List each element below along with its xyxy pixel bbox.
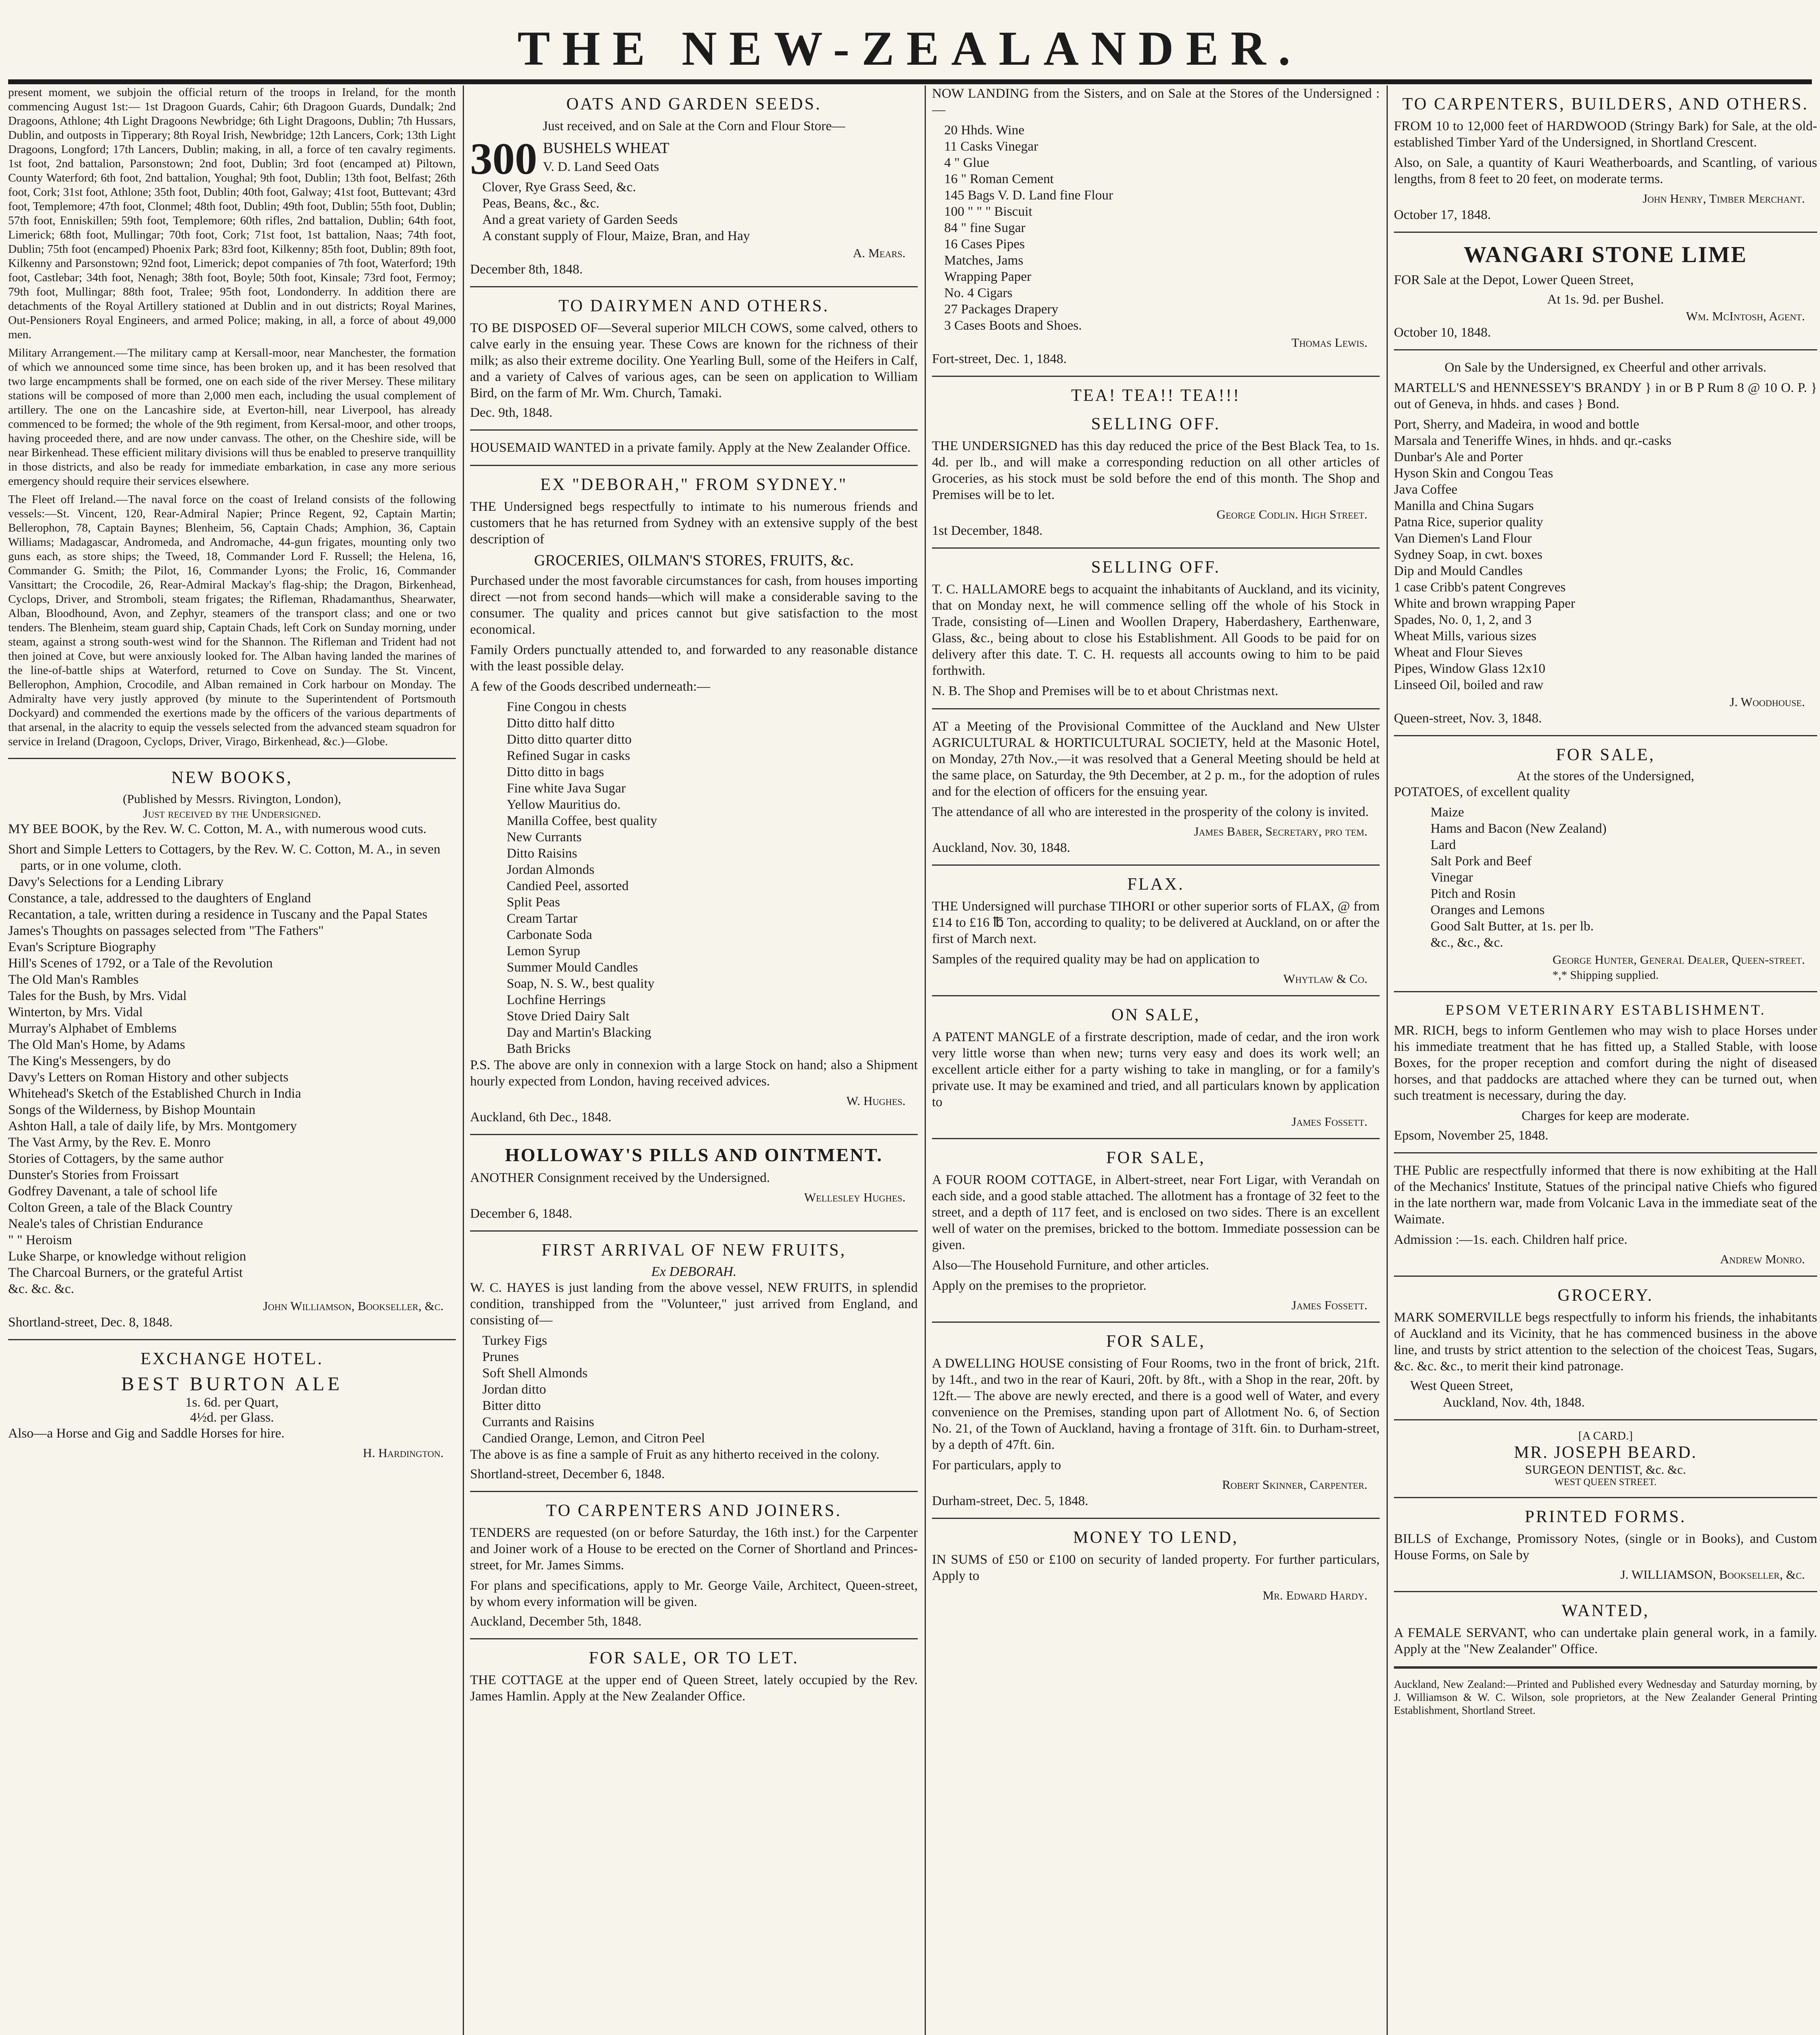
ad-housemaid: HOUSEMAID WANTED in a private family. Apply at the New Zealander Office. [470,440,911,455]
goods-list [470,699,918,1057]
list-item: Bath Bricks [507,1042,571,1056]
list-item: Manilla Coffee, best quality [507,814,657,828]
list-item: Colton Green, a tale of the Black Country [8,1200,233,1215]
list-item: Recantation, a tale, written during a residence in Tuscany and the Papal States [8,907,428,922]
ad-signature: John Williamson, Bookseller, &c. [263,1299,444,1313]
divider [1394,1666,1817,1669]
ad-heading: EPSOM VETERINARY ESTABLISHMENT. [1445,1002,1766,1018]
ad-heading: FOR SALE, [1556,746,1655,764]
list-item: No. 4 Cigars [944,286,1013,300]
ad-body: Apply on the premises to the proprietor. [932,1278,1146,1293]
list-item: New Currants [507,830,582,845]
ad-body: For particulars, apply to [932,1458,1061,1473]
ad-mechanics-institute [1394,1162,1817,1267]
ad-body: A few of the Goods described underneath:— [470,679,711,694]
list-item: The Old Man's Rambles [8,972,139,987]
list-item: Evan's Scripture Biography [8,940,156,954]
divider [1394,232,1817,233]
ad-body: A FEMALE SERVANT, who can undertake plain general work, in a family. Apply at the "New Zealander" Office. [1394,1626,1817,1656]
ad-date: Auckland, Nov. 4th, 1848. [1443,1395,1585,1410]
divider [470,429,918,431]
ad-body: Charges for keep are moderate. [1521,1109,1690,1123]
ad-signature: Wm. McIntosh, Agent. [1686,309,1805,323]
ad-heading: WANGARI STONE LIME [1463,242,1748,267]
ad-heading: FOR SALE, [1106,1149,1205,1167]
divider [470,1491,918,1492]
ad-signature: Wellesley Hughes. [804,1190,906,1204]
news-troops: present moment, we subjoin the official return of the troops in Ireland, for the month commencing August 1st:— 1st Dragoon Guards, Cahir; 6th Dragoon Guards, Dundalk; 2nd Dragoons, Athlone; 4th Light Dragoons Newbridge; 6th Light Dragoons, Dublin; 7th Hussars, Dublin, and outposts in Tipperary; 8th Royal Irish, Newbridge; 12th Lancers, Cork; 13th Light Dragoons, Longford; 17th Lancers, Dublin; making, in all, a force of ten cavalry regiments. 1st foot, 2nd battalion, Parsonstown; 2nd foot, Dublin; 3rd foot (encamped at) Piltown, County Waterford; 6th foot, 2nd battalion, Youghal; 9th foot, Dublin; 13th foot, Belfast; 26th foot, Cork; 31st foot, Athlone; 35th foot, Dublin; 40th foot, Galway; 41st foot, Buttevant; 43rd foot, Templemore; 47th foot, Clonmel; 48th foot, Dublin; 49th foot, Dublin; 55th foot, Dublin; 57th foot, Enniskillen; 59th foot, Templemore; 60th rifles, 2nd battalion, Dublin; 64th foot, Limerick; 68th foot, Mullingar; 70th foot, Cork; 71st foot, 1st battalion, Naas; 74th foot, Dublin; 75th foot (encamped) Phoenix Park; 83rd foot, Kilkenny; 85th foot, Dublin; 89th foot, Kilkenny and Parsonstown; 92nd foot, Limerick; depot companies of 7th foot, Waterford; 19th foot, Castlebar; 34th foot, Nenagh; 38th foot, Boyle; 50th foot, Kinsale; 73rd foot, Fermoy; 79th foot, Mullingar; 88th foot, Tralee; 95th foot, Londonderry. In addition there are detachments of the Royal Artillery stationed at Dublin and in out districts; Royal Marines, Out-Pensioners Royal Engineers, and armed Police; making, in all, a force of about 49,000 men. [8,86,456,341]
list-item: Port, Sherry, and Madeira, in wood and bottle [1394,417,1639,432]
ad-new-books [8,768,456,1330]
column-1 [8,85,456,2035]
divider [8,1339,456,1340]
list-item: Carbonate Soda [507,928,592,942]
divider [470,1638,918,1639]
goods-list [470,179,918,244]
ad-heading: MONEY TO LEND, [1073,1528,1239,1547]
list-item: 16 Cases Pipes [944,237,1025,252]
column-rule-2 [925,85,926,2035]
list-item: Jordan ditto [482,1382,546,1397]
divider [1394,1591,1817,1592]
list-item: Manilla and China Sugars [1394,499,1534,513]
list-item: The Old Man's Home, by Adams [8,1037,185,1052]
list-item: Pitch and Rosin [1431,886,1516,901]
ad-signature: George Codlin. High Street. [1216,507,1367,521]
ad-address: WEST QUEEN STREET. [1554,1477,1657,1488]
list-item: Songs of the Wilderness, by Bishop Mountain [8,1103,256,1117]
ad-tea [932,386,1380,538]
ad-heading: HOLLOWAY'S PILLS AND OINTMENT. [505,1144,883,1165]
list-item: Day and Martin's Blacking [507,1025,652,1040]
list-item: Ashton Hall, a tale of daily life, by Mrs. Montgomery [8,1119,297,1133]
ad-seeds [470,94,918,277]
list-item: Sydney Soap, in cwt. boxes [1394,547,1542,562]
ad-dwelling-house [932,1332,1380,1509]
list-item: Hyson Skin and Congou Teas [1394,466,1553,481]
ad-flax [932,875,1380,986]
ad-body: At the stores of the Undersigned, [1516,769,1695,783]
divider [470,1134,918,1135]
ad-body: THE Undersigned will purchase TIHORI or other superior sorts of FLAX, @ from £14 to £16 ℔ Ton, according to quality; to be delivered at Auckland, on or after the first of March next. [932,899,1380,946]
list-item: A constant supply of Flour, Maize, Bran, and Hay [482,229,750,243]
ad-heading: EX "DEBORAH," FROM SYDNEY." [540,475,848,494]
list-item: 84 " fine Sugar [944,221,1026,235]
list-item: Bitter ditto [482,1398,541,1413]
ad-signature: James Fossett. [1291,1298,1367,1312]
divider [470,465,918,466]
list-item: Good Salt Butter, at 1s. per lb. [1431,919,1594,934]
ad-date: Auckland, December 5th, 1848. [470,1614,642,1629]
ad-card-label: [A CARD.] [1578,1429,1633,1442]
ad-mangle [932,1005,1380,1129]
ad-body: THE COTTAGE at the upper end of Queen Street, lately occupied by the Rev. James Hamlin. Apply at the New Zealander Office. [470,1673,918,1704]
ad-new-fruits [470,1241,918,1482]
divider [470,286,918,287]
ad-heading: FOR SALE, OR TO LET. [588,1649,799,1667]
column-rule-1 [463,85,464,2035]
list-item: Cream Tartar [507,911,578,926]
divider [932,1138,1380,1139]
list-item: Fine Congou in chests [507,700,627,714]
list-item: Linseed Oil, boiled and raw [1394,678,1544,692]
ad-grocery [1394,1286,1817,1410]
list-item: Currants and Raisins [482,1415,594,1429]
list-item: Ditto ditto quarter ditto [507,732,632,747]
ad-signature: J. WILLIAMSON, Bookseller, &c. [1620,1567,1805,1582]
ad-money-to-lend [932,1528,1380,1603]
ad-body: POTATOES, of excellent quality [1394,785,1571,799]
ad-body: 1s. 6d. per Quart, [185,1395,279,1410]
ad-signature: John Henry, Timber Merchant. [1642,191,1805,206]
ad-body: A DWELLING HOUSE consisting of Four Rooms, two in the front of brick, 21ft. by 14ft., and two in the rear of Kauri, 20ft. by 8ft., with a Shop in the rear, 20ft. by 12ft.— The above are newly erected, and there is a good well of Water, and every convenience on the Premises, standing upon part of Allotment No. 6, of Section No. 21, of the Town of Auckland, having a frontage of 31ft. 6in. to Durham-street, by a depth of 47ft. 6in. [932,1356,1380,1452]
list-item: Wrapping Paper [944,269,1032,284]
ad-heading: FLAX. [1127,875,1185,894]
ad-body: P.S. The above are only in connexion with a large Stock on hand; also a Shipment hourly expected from London, having received advices. [470,1058,918,1089]
ad-body: BUSHELS WHEAT [543,140,669,157]
list-item: Java Coffee [1394,482,1458,497]
ad-body: The above is as fine a sample of Fruit as any hitherto received in the colony. [470,1447,879,1462]
ad-body: T. C. HALLAMORE begs to acquaint the inhabitants of Auckland, and its vicinity, that on Monday next, he will commence selling off the whole of his Stock in Trade, consisting of—Linen and Woollen Drapery, Haberdashery, Earthenware, Glass, &c., being about to close his Establishment. All Goods to be paid for on delivery after this date. T. C. H. requests all accounts owing to him to be paid forthwith. [932,582,1380,678]
ad-address: West Queen Street, [1410,1379,1514,1393]
list-item: 3 Cases Boots and Shoes. [944,318,1082,333]
list-item: Whitehead's Sketch of the Established Church in India [8,1086,301,1101]
ad-body: FOR Sale at the Depot, Lower Queen Street, [1394,273,1634,287]
list-item: Dunbar's Ale and Porter [1394,450,1523,464]
ad-date: Epsom, November 25, 1848. [1394,1128,1549,1143]
ad-selling-off [932,558,1380,699]
ad-signature: James Baber, Secretary, pro tem. [1194,824,1367,838]
ad-body: Also—a Horse and Gig and Saddle Horses for hire. [8,1426,285,1441]
divider [1394,1497,1817,1498]
ad-body: Also, on Sale, a quantity of Kauri Weatherboards, and Scantling, of various lengths, from 8 feet to 20 feet, on moderate terms. [1394,155,1817,186]
ad-body: A FOUR ROOM COTTAGE, in Albert-street, near Fort Ligar, with Verandah on each side, and a good stable attached. The allotment has a frontage of 32 feet to the street, and a depth of 117 feet, and is enclosed on two sides. There is an excellent well of water on the premises, bricked to the bottom. Immediate possession can be given. [932,1173,1380,1252]
divider [932,864,1380,866]
list-item: 145 Bags V. D. Land fine Flour [944,188,1113,203]
ad-body: AT a Meeting of the Provisional Committee of the Auckland and New Ulster AGRICULTURAL & HORTICULTURAL SOCIETY, held at the Masonic Hotel, on Monday, 27th Nov.,—it was resolved that a General Meeting should be held at the same place, on Saturday, the 9th December, at 2 p. m., for the adoption of rules and for the election of officers for the ensuing year. [932,719,1380,799]
ad-body: On Sale by the Undersigned, ex Cheerful and other arrivals. [1444,360,1767,375]
ad-body: Purchased under the most favorable circumstances for cash, from houses importing direct —not from second hands—which will make a considerable saving to the consumer. The quality and prices cannot but give satisfaction to the most economical. [470,573,918,637]
ad-heading: TO CARPENTERS, BUILDERS, AND OTHERS. [1402,95,1809,114]
ad-date: December 8th, 1848. [470,262,583,277]
column-4 [1394,85,1817,2035]
ad-signature: Robert Skinner, Carpenter. [1222,1477,1367,1492]
list-item: Prunes [482,1350,519,1364]
ad-date: Shortland-street, Dec. 8, 1848. [8,1315,173,1330]
divider [932,1322,1380,1323]
divider [1394,1276,1817,1277]
list-item: Davy's Letters on Roman History and other subjects [8,1070,289,1085]
goods-list [932,122,1380,334]
divider [932,995,1380,996]
list-item: Matches, Jams [944,253,1024,268]
ad-subheading: Ex DEBORAH. [651,1264,737,1279]
ad-date: December 6, 1848. [470,1206,573,1221]
ad-builders [1394,94,1817,223]
list-item: Candied Orange, Lemon, and Citron Peel [482,1431,705,1446]
ad-joiners [470,1501,918,1629]
list-item: Murray's Alphabet of Emblems [8,1021,177,1036]
list-item: Stove Dried Dairy Salt [507,1009,630,1024]
ad-heading: FIRST ARRIVAL OF NEW FRUITS, [541,1241,847,1260]
list-item: Wheat Mills, various sizes [1394,629,1537,643]
ad-body: MARTELL'S and HENNESSEY'S BRANDY } in or B P Rum 8 @ 10 O. P. } out of Geneva, in hhds. and cases } Bond. [1394,381,1817,411]
list-item: Oranges and Lemons [1431,903,1545,917]
news-fleet: The Fleet off Ireland.—The naval force on the coast of Ireland consists of the following vessels:—St. Vincent, 120, Rear-Admiral Napier; Prince Regent, 92, Captain Martin; Bellerophon, 78, Captain Baynes; Blenheim, 56, Captain Chads; Amphion, 36, Captain Williams; Madagascar, Andromeda, and Andromache, 44-gun frigates, mounting only two guns each, as store ships; the Tweed, 18, Commander Lord F. Russell; the Helena, 16, Commander G. Smith; the Pilot, 16, Commander Lyons; the Frolic, 16, Commander Vansittart; the Crocodile, 26, Rear-Admiral Mackay's flag-ship; the Dragon, Birkenhead, Cyclops, Driver, and Stromboli, steam frigates; the Rifleman, Rhadamanthus, Shearwater, Alban, Bloodhound, Avon, and Zephyr, steamers of the transport class; and one or two tenders. The Blenheim, steam guard ship, Captain Chads, left Cork on Sunday morning, under steam, against a strong south-west wind for the Shannon. The Rifleman and Trident had not then joined at Cove, but were anxiously looked for. The Alban having landed the marines of the line-of-battle ships at Waterford, returned to Cove on Sunday. The St. Vincent, Bellerophon, Amphion, Crocodile, and Alban remained in Cork harbour on Monday. The Admiralty have very justly approved (by minute to the Superintendent of Portsmouth Dockyard) and commended the exertions made by the officers of the various departments of that arsenal, in the alacrity to equip the vessels selected from the advanced steam squadron for service in Ireland (Dragoon, Cyclops, Driver, Virago, Birkenhead, &c.)—Globe. [8,493,456,748]
list-item: Luke Sharpe, or knowledge without religion [8,1249,246,1264]
list-item: 11 Casks Vinegar [944,139,1038,154]
list-item: Hams and Bacon (New Zealand) [1431,821,1607,836]
ad-body: ANOTHER Consignment received by the Undersigned. [470,1171,770,1185]
divider [1394,735,1817,736]
ad-heading: OATS AND GARDEN SEEDS. [566,95,822,114]
ad-signature: J. Woodhouse. [1729,695,1805,709]
divider [1394,349,1817,350]
ad-body: BILLS of Exchange, Promissory Notes, (single or in Books), and Custom House Forms, on Sale by [1394,1532,1817,1562]
ad-signature: H. Hardington. [363,1446,444,1460]
divider [1394,991,1817,992]
list-item: Soft Shell Almonds [482,1366,588,1381]
divider [932,547,1380,549]
ad-body: 4½d. per Glass. [190,1410,274,1425]
ad-body: W. C. HAYES is just landing from the above vessel, NEW FRUITS, in splendid condition, transhipped from the "Volunteer," just arrived from England, and consisting of— [470,1280,918,1328]
ad-dentist-card [1394,1429,1817,1488]
ad-body: MR. RICH, begs to inform Gentlemen who may wish to place Horses under his immediate treatment that he has fitted up, a Stalled Stable, with loose Boxes, for the proper reception and comfort during the night of diseased horses, and that paddocks are attached where they can be turned out, when such treatment is necessary, during the day. [1394,1023,1817,1103]
divider [1394,1419,1817,1420]
list-item: Maize [1431,805,1464,820]
list-item: 16 " Roman Cement [944,172,1054,186]
divider [932,1518,1380,1519]
ad-heading: NEW BOOKS, [171,768,293,787]
list-item: Marsala and Teneriffe Wines, in hhds. and qr.-casks [1394,433,1671,448]
ad-now-landing [932,85,1380,367]
ad-date: October 10, 1848. [1394,325,1491,340]
ad-body: V. D. Land Seed Oats [543,160,659,174]
divider [932,376,1380,377]
ad-body: THE Public are respectfully informed that there is now exhibiting at the Hall of the Mechanics' Institute, Statues of the principal native Chiefs who figured in the late northern war, made from Volcanic Lava in the immediate seat of the Waimate. [1394,1163,1817,1227]
ad-subheading: GROCERIES, OILMAN'S STORES, FRUITS, &c. [534,552,854,569]
ad-potatoes [1394,745,1817,982]
list-item: 4 " Glue [944,155,989,170]
ad-body: MARK SOMERVILLE begs respectfully to inform his friends, the inhabitants of Auckland and its Vicinity, that he has commenced business in the above line, and trusts by strict attention to the selection of the choicest Teas, Sugars, &c. &c. &c., to merit their kind patronage. [1394,1310,1817,1374]
ad-body: FROM 10 to 12,000 feet of HARDWOOD (Stringy Bark) for Sale, at the old-established Timber Yard of the Undersigned, in Shortland Crescent. [1394,119,1817,150]
list-item: Hill's Scenes of 1792, or a Tale of the Revolution [8,956,273,971]
ad-dairymen [470,296,918,420]
ad-body: Also—The Household Furniture, and other articles. [932,1258,1209,1273]
ad-body: NOW LANDING from the Sisters, and on Sale at the Stores of the Undersigned :— [932,86,1380,117]
ad-signature: Whytlaw & Co. [1283,972,1367,986]
list-item: Dip and Mould Candles [1394,564,1523,578]
ad-body: Samples of the required quality may be had on application to [932,952,1260,967]
list-item: 1 case Cribb's patent Congreves [1394,580,1566,595]
ad-subheading: Just received by the Undersigned. [143,806,321,821]
imprint: Auckland, New Zealand:—Printed and Published every Wednesday and Saturday morning, by J. Williamson & W. C. Wilson, sole proprietors, at the New Zealander General Printing Establishment, Shortland Street. [1394,1678,1817,1716]
list-item: Short and Simple Letters to Cottagers, by the Rev. W. C. Cotton, M. A., in seven parts, or in one volume, cloth. [8,842,441,873]
ad-heading: TO CARPENTERS AND JOINERS. [546,1501,842,1520]
ad-cottage-let [470,1648,918,1705]
ad-body: IN SUMS of £50 or £100 on security of landed property. For further particulars, Apply to [932,1552,1380,1583]
ad-date: Fort-street, Dec. 1, 1848. [932,352,1067,366]
ad-agricultural-society [932,718,1380,856]
list-item: &c. &c. &c. [8,1282,74,1296]
list-item: Dunster's Stories from Froissart [8,1168,179,1182]
ad-date: 1st December, 1848. [932,523,1043,538]
ad-body: TENDERS are requested (on or before Saturday, the 16th inst.) for the Carpenter and Joiner work of a House to be erected on the Corner of Shortland and Princes-street, for Mr. James Simms. [470,1525,918,1573]
list-item: Lard [1431,838,1456,852]
ad-heading: FOR SALE, [1106,1332,1205,1351]
ad-veterinary [1394,1001,1817,1143]
ad-four-room-cottage [932,1148,1380,1313]
divider [8,758,456,759]
list-item: Yellow Mauritius do. [507,797,621,812]
list-item: Candied Peel, assorted [507,879,629,893]
ad-heading: TEA! TEA!! TEA!!! [1071,386,1241,405]
list-item: 100 " " " Biscuit [944,204,1032,219]
ad-date: October 17, 1848. [1394,208,1491,222]
list-item: Tales for the Bush, by Mrs. Vidal [8,989,187,1003]
list-item: Lemon Syrup [507,944,580,958]
list-item: Summer Mould Candles [507,960,638,975]
ad-body: A PATENT MANGLE of a firstrate description, made of cedar, and the iron work very little worse than when new; turns very easy and does its work well; an excellent article either for a party wishing to take in mangling, or for a family's private use. It may be examined and tried, and all particulars known by application to [932,1030,1380,1109]
masthead-rule [8,79,1812,84]
ad-date: Queen-street, Nov. 3, 1848. [1394,711,1542,726]
ad-wanted [1394,1601,1817,1657]
ad-printed-forms [1394,1507,1817,1582]
column-rule-3 [1387,85,1388,2035]
ad-signature: Andrew Monro. [1720,1252,1805,1266]
news-military-arrangement: Military Arrangement.—The military camp at Kersall-moor, near Manchester, the formation of which we announced some time since, has been broken up, and it has been resolved that two large encampments shall be formed, one on each side of the river Mersey. These military stations will be composed of more than 2,000 men each, including the usual complement of artillery. The one on the Lancashire side, at Everton-hill, near Liverpool, has already commenced to be formed; the whole of the 9th regiment, from Kersal-moor, and other troops, having proceeded there, and are now under canvass. The other, on the Cheshire side, will be near Birkenhead. These efficient military divisions will thus be enabled to preserve tranquillity in those districts, and also be ready for immediate embarkation, in case any more serious emergency should require their services elsewhere. [8,346,456,488]
ad-body: TO BE DISPOSED OF—Several superior MILCH COWS, some calved, others to calve early in the ensuing year. These Cows are known for the richness of their milk; as also their extreme docility. One Yearling Bull, some of the Heifers in Calf, and a variety of Calves of various ages, can be seen on application to William Bird, on the farm of Mr. Wm. Church, Tamaki. [470,321,918,400]
masthead [0,0,1820,81]
ad-exchange-hotel [8,1349,456,1460]
ad-date: Auckland, Nov. 30, 1848. [932,840,1070,855]
ad-body: Family Orders punctually attended to, and forwarded to any reasonable distance with the least possible delay. [470,643,918,674]
list-item: James's Thoughts on passages selected from "The Fathers" [8,923,324,938]
list-item: Van Diemen's Land Flour [1394,531,1532,546]
ad-body: The attendance of all who are interested in the prosperity of the colony is invited. [932,805,1369,819]
column-2 [470,85,918,2035]
ad-subheading: (Published by Messrs. Rivington, London), [122,792,341,806]
list-item: Ditto ditto in bags [507,765,604,779]
list-item: Vinegar [1431,870,1473,885]
ad-signature: Thomas Lewis. [1291,335,1367,350]
list-item: Ditto ditto half ditto [507,716,615,731]
ad-date: Dec. 9th, 1848. [470,405,553,420]
list-item: Neale's tales of Christian Endurance [8,1217,203,1231]
list-item: Fine white Java Sugar [507,781,626,796]
ad-heading: SELLING OFF. [1091,558,1221,577]
list-item: Soap, N. S. W., best quality [507,976,655,991]
book-list [8,841,456,1297]
list-item: The Vast Army, by the Rev. E. Monro [8,1135,211,1150]
goods-list [470,1333,918,1446]
goods-list [1394,804,1817,951]
list-item: Peas, Beans, &c., &c. [482,196,599,211]
ad-signature: W. Hughes. [846,1094,906,1108]
ad-body: Just received, and on Sale at the Corn and Flour Store— [542,119,845,133]
list-item: And a great variety of Garden Seeds [482,212,678,227]
ad-body: THE Undersigned begs respectfully to intimate to his numerous friends and customers that he has returned from Sydney with an extensive supply of the best description of [470,499,918,547]
ad-heading: TO DAIRYMEN AND OTHERS. [558,297,829,315]
ad-heading: PRINTED FORMS. [1525,1508,1687,1526]
ad-cheerful [1394,359,1817,726]
list-item: &c., &c., &c. [1431,935,1503,950]
list-item: Pipes, Window Glass 12x10 [1394,661,1546,676]
ad-heading: ON SALE, [1111,1006,1201,1024]
ad-signature: George Hunter, General Dealer, Queen-street. [1552,952,1805,967]
list-item: Lochfine Herrings [507,993,606,1007]
ad-date: Auckland, 6th Dec., 1848. [470,1110,612,1125]
list-item: Salt Pork and Beef [1431,854,1532,869]
goods-list [1394,416,1817,693]
ad-note: *,* Shipping supplied. [1552,969,1659,982]
ad-body: N. B. The Shop and Premises will be to et about Christmas next. [932,684,1278,698]
list-item: Patna Rice, superior quality [1394,515,1543,530]
ad-body: THE UNDERSIGNED has this day reduced the price of the Best Black Tea, to 1s. 4d. per lb., and will make a corresponding reduction on all other articles of Groceries, as his stock must be sold before the end of this month. The Shop and Premises will be to let. [932,439,1380,502]
list-item: 27 Packages Drapery [944,302,1059,317]
list-item: Godfrey Davenant, a tale of school life [8,1184,218,1199]
list-item: The King's Messengers, by do [8,1054,171,1068]
divider [932,708,1380,709]
ad-heading: EXCHANGE HOTEL. [140,1350,324,1368]
ad-heading: WANTED, [1562,1602,1649,1620]
ad-date: Shortland-street, December 6, 1848. [470,1467,665,1481]
ad-number: 300 [470,134,537,184]
list-item: Wheat and Flour Sieves [1394,645,1523,660]
list-item: 20 Hhds. Wine [944,123,1024,138]
ad-signature: Mr. Edward Hardy. [1262,1588,1367,1602]
ad-body: MY BEE BOOK, by the Rev. W. C. Cotton, M. A., with numerous wood cuts. [8,822,427,836]
list-item: Winterton, by Mrs. Vidal [8,1005,143,1020]
ad-heading: MR. JOSEPH BEARD. [1514,1443,1698,1462]
list-item: Turkey Figs [482,1333,547,1348]
list-item: Ditto Raisins [507,846,578,861]
divider [1394,1152,1817,1153]
list-item: Stories of Cottagers, by the same author [8,1151,223,1166]
ad-heading: SELLING OFF. [1091,415,1221,433]
list-item: Refined Sugar in casks [507,748,630,763]
ad-deborah [470,475,918,1125]
ad-body: BEST BURTON ALE [121,1373,343,1395]
list-item: Clover, Rye Grass Seed, &c. [482,180,636,195]
list-item: " " Heroism [8,1233,72,1247]
ad-subheading: SURGEON DENTIST, &c. &c. [1525,1462,1686,1477]
list-item: White and brown wrapping Paper [1394,596,1575,611]
list-item: Split Peas [507,895,560,910]
list-item: Jordan Almonds [507,862,595,877]
divider [470,1230,918,1232]
ad-signature: A. Mears. [853,246,906,260]
ad-body: Admission :—1s. each. Children half price. [1394,1232,1628,1247]
ad-body: At 1s. 9d. per Bushel. [1547,292,1664,307]
ad-date: Durham-street, Dec. 5, 1848. [932,1494,1088,1508]
ad-body: For plans and specifications, apply to Mr. George Vaile, Architect, Queen-street, by whom every information will be given. [470,1578,918,1609]
list-item: Spades, No. 0, 1, 2, and 3 [1394,613,1532,627]
ad-heading: GROCERY. [1558,1286,1654,1305]
column-3 [932,85,1380,2035]
ad-signature: James Fossett. [1291,1114,1367,1129]
list-item: The Charcoal Burners, or the grateful Artist [8,1265,243,1280]
ad-stone-lime [1394,242,1817,340]
list-item: Constance, a tale, addressed to the daughters of England [8,891,311,906]
list-item: Davy's Selections for a Lending Library [8,875,224,889]
ad-holloway [470,1144,918,1221]
newspaper-title: THE NEW-ZEALANDER. [517,21,1303,75]
